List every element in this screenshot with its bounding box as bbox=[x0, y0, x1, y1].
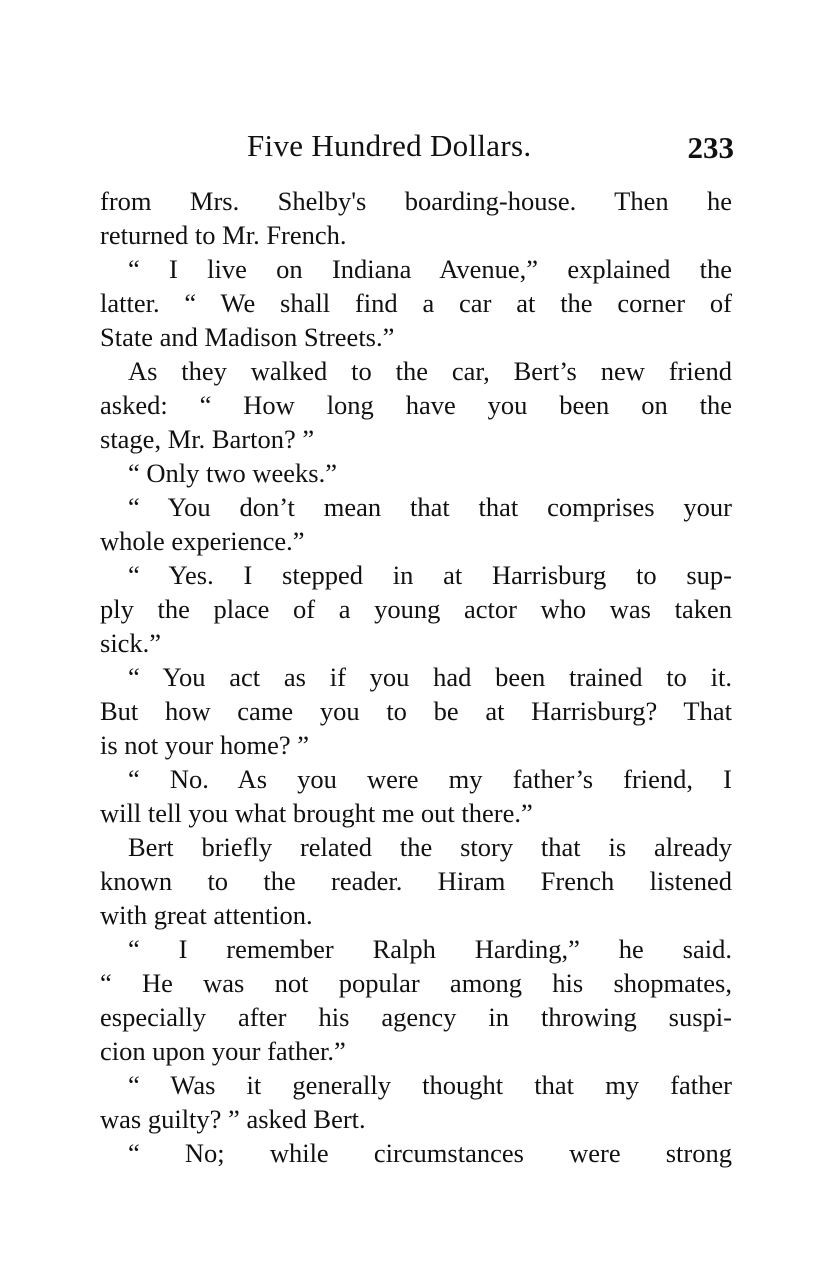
body-text bbox=[100, 184, 732, 1170]
text-line: “ I remember Ralph Harding,” he said. bbox=[128, 934, 732, 964]
text-line: “ He was not popular among his shopmates, bbox=[100, 968, 732, 998]
text-line: “ No. As you were my father’s friend, I bbox=[128, 764, 732, 794]
text-line: returned to Mr. French. bbox=[100, 220, 347, 250]
text-line: whole experience.” bbox=[100, 526, 305, 556]
text-line: with great attention. bbox=[100, 900, 313, 930]
text-line: “ No; while circumstances were strong bbox=[128, 1138, 732, 1168]
text-line: Bert briefly related the story that is already bbox=[128, 832, 732, 862]
text-line: ply the place of a young actor who was taken bbox=[100, 594, 732, 624]
text-line: is not your home? ” bbox=[100, 730, 310, 760]
text-line: As they walked to the car, Bert’s new friend bbox=[128, 356, 732, 386]
text-line: “ Was it generally thought that my father bbox=[128, 1070, 732, 1100]
page-number: 233 bbox=[687, 130, 734, 165]
text-line: “ I live on Indiana Avenue,” explained the bbox=[128, 254, 732, 284]
text-line: especially after his agency in throwing suspi- bbox=[100, 1002, 732, 1032]
text-line: latter. “ We shall find a car at the corner of bbox=[100, 288, 732, 318]
text-line: “ Only two weeks.” bbox=[128, 458, 337, 488]
text-line: But how came you to be at Harrisburg? That bbox=[100, 696, 732, 726]
text-line: from Mrs. Shelby's boarding-house. Then he bbox=[100, 186, 732, 216]
text-line: State and Madison Streets.” bbox=[100, 322, 395, 352]
running-head bbox=[100, 128, 740, 168]
text-line: cion upon your father.” bbox=[100, 1036, 346, 1066]
text-line: was guilty? ” asked Bert. bbox=[100, 1104, 366, 1134]
text-line: asked: “ How long have you been on the bbox=[100, 390, 732, 420]
text-line: stage, Mr. Barton? ” bbox=[100, 424, 315, 454]
text-line: will tell you what brought me out there.” bbox=[100, 798, 533, 828]
chapter-title: Five Hundred Dollars. bbox=[247, 128, 532, 163]
text-line: “ Yes. I stepped in at Harrisburg to sup- bbox=[128, 560, 732, 590]
text-line: sick.” bbox=[100, 628, 162, 658]
text-line: known to the reader. Hiram French listened bbox=[100, 866, 732, 896]
text-line: “ You act as if you had been trained to it. bbox=[128, 662, 732, 692]
text-line: “ You don’t mean that that comprises your bbox=[128, 492, 732, 522]
